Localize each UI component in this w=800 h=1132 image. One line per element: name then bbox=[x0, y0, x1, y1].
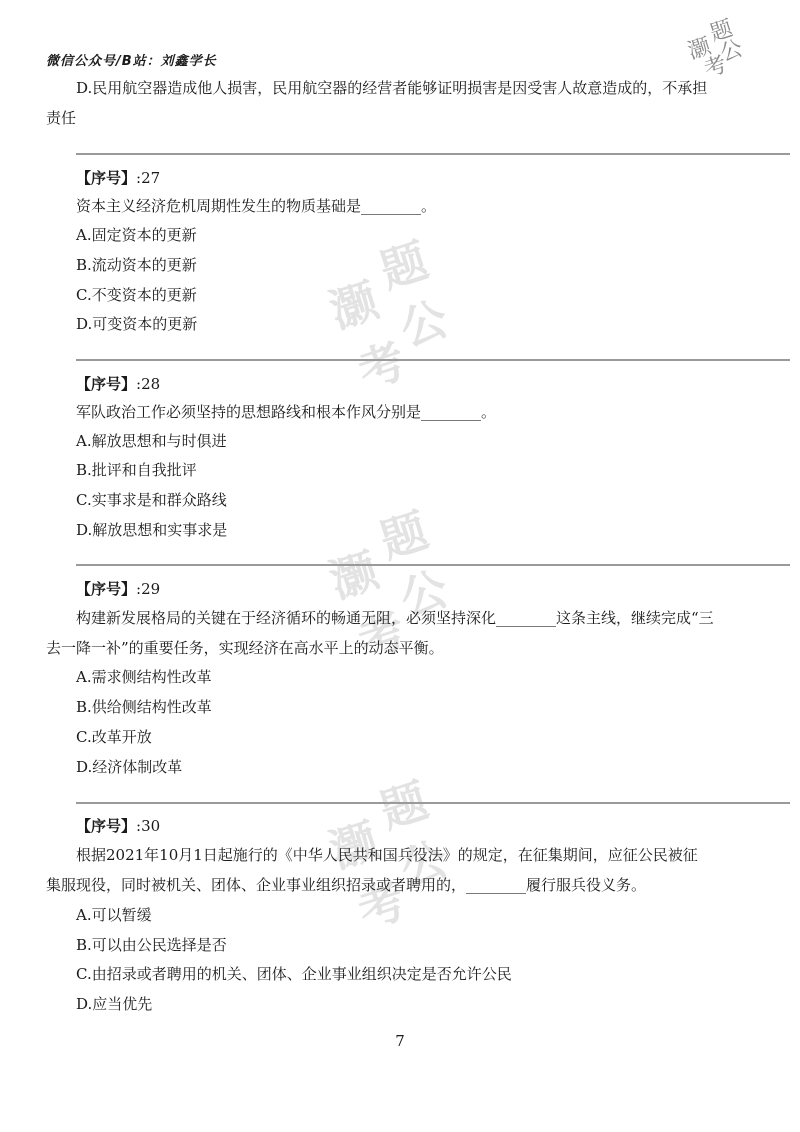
question-header bbox=[76, 579, 160, 599]
option-d: D.应当优先 bbox=[76, 995, 153, 1013]
option-c: C.不变资本的更新 bbox=[76, 286, 197, 304]
question-stem-cont: 去一降一补”的重要任务，实现经济在高水平上的动态平衡。 bbox=[46, 639, 444, 657]
question-stem-cont: 集服现役，同时被机关、团体、企业事业组织招录或者聘用的，________履行服兵役义务。 bbox=[46, 876, 647, 894]
watermark: 题 灏 公 考 bbox=[323, 773, 455, 939]
option-a: A.可以暂缓 bbox=[76, 906, 152, 924]
option-c: C.由招录或者聘用的机关、团体、企业事业组织决定是否允许公民 bbox=[76, 965, 512, 983]
option-c: C.改革开放 bbox=[76, 728, 152, 746]
question-number: :29 bbox=[136, 580, 161, 598]
question-number: :28 bbox=[136, 375, 161, 393]
header-note: 微信公众号/B站：刘鑫学长 bbox=[46, 54, 217, 69]
question-number: :30 bbox=[136, 817, 161, 835]
question-number: :27 bbox=[136, 169, 161, 187]
brand-logo: 题 灏 公 考 bbox=[685, 16, 746, 83]
question-stem: 资本主义经济危机周期性发生的物质基础是________。 bbox=[76, 197, 437, 215]
separator bbox=[76, 153, 790, 155]
option-b: B.批评和自我批评 bbox=[76, 461, 197, 479]
continuation-line: 责任 bbox=[46, 109, 77, 127]
question-stem: 根据2021年10月1日起施行的《中华人民共和国兵役法》的规定，在征集期间，应征公民被征 bbox=[76, 846, 698, 864]
question-stem: 军队政治工作必须坚持的思想路线和根本作风分别是________。 bbox=[76, 403, 497, 421]
continuation-line: D.民用航空器造成他人损害，民用航空器的经营者能够证明损害是因受害人故意造成的，不承担 bbox=[76, 79, 708, 97]
option-d: D.可变资本的更新 bbox=[76, 315, 198, 333]
separator bbox=[76, 564, 790, 566]
watermark: 题 灏 公 考 bbox=[323, 503, 455, 669]
question-label: 【序号】 bbox=[76, 817, 137, 835]
question-label: 【序号】 bbox=[76, 169, 137, 187]
option-d: D.解放思想和实事求是 bbox=[76, 521, 228, 539]
question-stem: 构建新发展格局的关键在于经济循环的畅通无阻，必须坚持深化________这条主线，继续完成“三 bbox=[76, 609, 714, 627]
option-b: B.可以由公民选择是否 bbox=[76, 936, 227, 954]
option-b: B.流动资本的更新 bbox=[76, 256, 197, 274]
question-label: 【序号】 bbox=[76, 580, 137, 598]
option-a: A.固定资本的更新 bbox=[76, 226, 197, 244]
watermark: 题 灏 公 考 bbox=[323, 233, 455, 399]
option-a: A.需求侧结构性改革 bbox=[76, 668, 212, 686]
option-c: C.实事求是和群众路线 bbox=[76, 491, 227, 509]
question-header bbox=[76, 168, 160, 188]
option-a: A.解放思想和与时俱进 bbox=[76, 432, 227, 450]
question-header bbox=[76, 374, 160, 394]
option-d: D.经济体制改革 bbox=[76, 758, 183, 776]
question-header bbox=[76, 816, 160, 836]
page-number: 7 bbox=[395, 1032, 405, 1050]
option-b: B.供给侧结构性改革 bbox=[76, 698, 212, 716]
question-label: 【序号】 bbox=[76, 375, 137, 393]
separator bbox=[76, 359, 790, 361]
separator bbox=[76, 802, 790, 804]
